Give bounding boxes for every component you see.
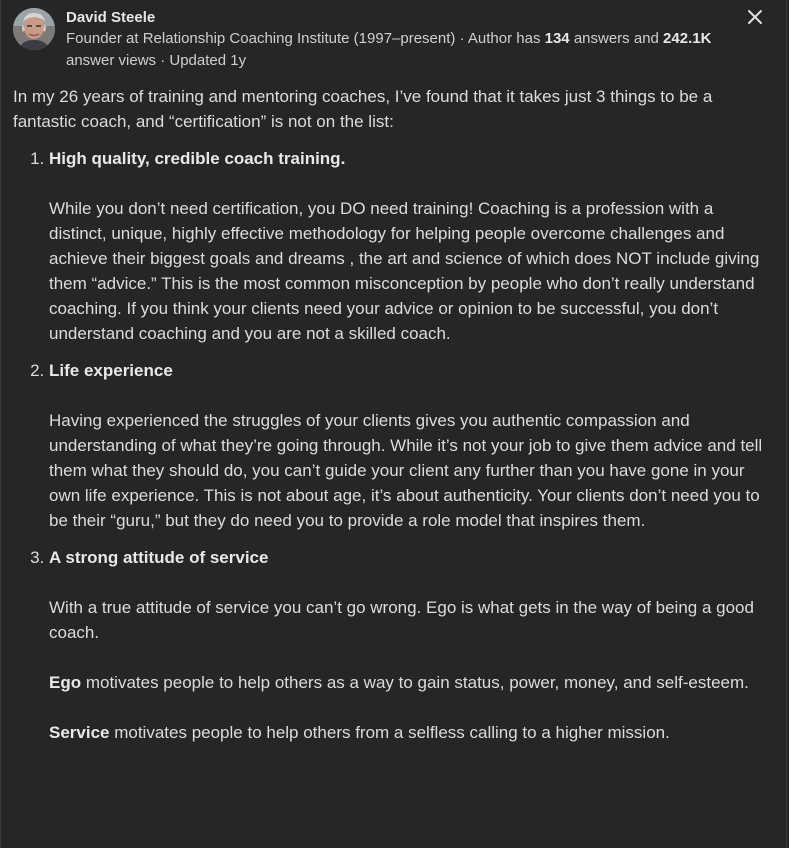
service-word: Service: [49, 723, 110, 742]
ego-word: Ego: [49, 673, 82, 692]
service-paragraph: [49, 720, 763, 745]
author-name[interactable]: David Steele: [66, 9, 156, 26]
answers-count: 134: [544, 30, 570, 47]
author-credential: [66, 28, 746, 72]
point-body: Having experienced the struggles of your clients gives you authentic compassion and understanding of what they’re going through. While it’s not your job to give them advice and tell them what they should do, you can’t guide your client any further than you have gone in your own life experience. This is not about age, it’s about authenticity. Your clients don’t need you to be their “guru,” but they do need you to provide a role model that inspires them.: [49, 411, 763, 530]
list-item: [49, 358, 763, 533]
answer-header: [13, 8, 753, 74]
credential-mid: answers and: [569, 30, 664, 47]
close-icon: [746, 8, 764, 26]
avatar[interactable]: [13, 8, 55, 50]
close-button[interactable]: [746, 8, 764, 26]
ego-text: motivates people to help others as a way to gain status, power, money, and self-esteem.: [81, 673, 749, 692]
credential-suffix: answer views · Updated 1y: [66, 52, 247, 69]
author-info: [66, 8, 746, 72]
point-body: While you don’t need certification, you DO need training! Coaching is a profession with a distinct, unique, highly effective methodology for helping people overcome challenges and achieve their biggest goals and dreams , the art and science of which does NOT include giving them “advice.” This is the most common misconception by people who don’t really understand coaching. If you think your clients need your advice or opinion to be successful, you don’t understand coaching and you are not a skilled coach.: [49, 199, 760, 343]
point-title: 3. A strong attitude of service: [49, 548, 269, 567]
credential-text: Founder at Relationship Coaching Institute (1997–present) · Author has: [66, 30, 545, 47]
avatar-image: [13, 8, 55, 50]
point-title: 1. High quality, credible coach training.: [49, 149, 346, 168]
ego-paragraph: [49, 670, 763, 695]
point-title: 2. Life experience: [49, 361, 173, 380]
answer-content: [13, 84, 763, 757]
service-text: motivates people to help others from a selfless calling to a higher mission.: [109, 723, 670, 742]
list-item: [49, 146, 763, 346]
points-list: [13, 146, 763, 745]
answer-intro: In my 26 years of training and mentoring coaches, I’ve found that it takes just 3 things to be a fantastic coach, and “certification” is not on the list:: [13, 87, 713, 131]
views-count: 242.1K: [663, 30, 712, 47]
point-body: With a true attitude of service you can’t go wrong. Ego is what gets in the way of being a good coach.: [49, 598, 754, 642]
list-item: [49, 545, 763, 745]
